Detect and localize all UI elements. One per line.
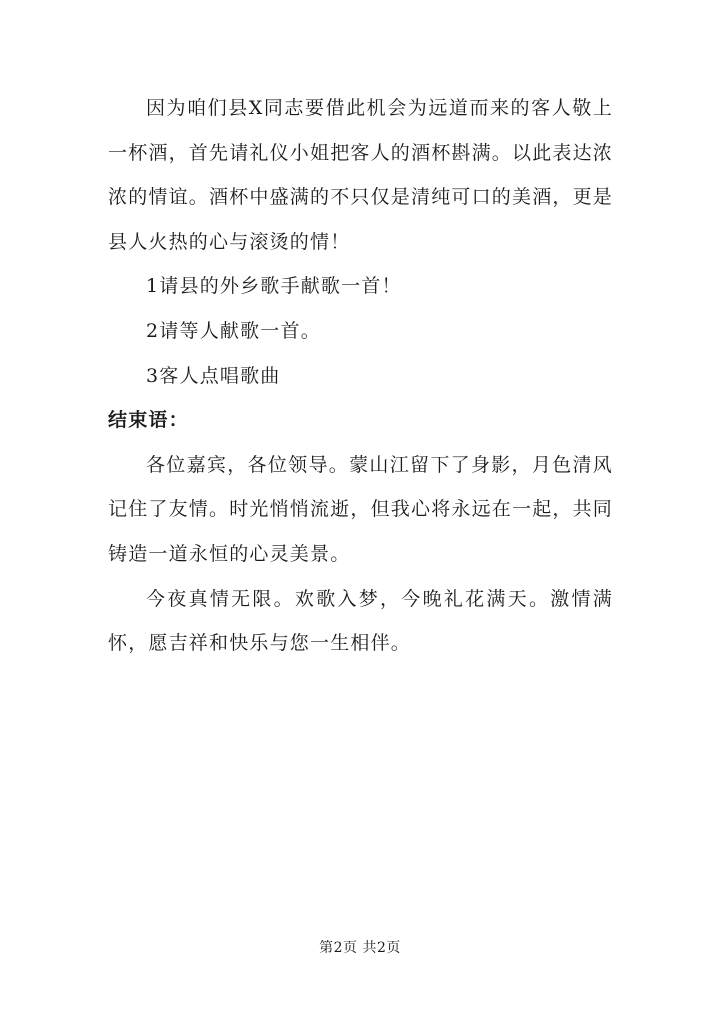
page-number-footer: 第2页 共2页: [319, 940, 401, 956]
program-item-2: 2请等人献歌一首。: [146, 319, 321, 342]
program-item-3: 3客人点唱歌曲: [146, 364, 281, 387]
closing-paragraph-2: 今夜真情无限。欢歌入梦，今晚礼花满天。激情满怀，愿吉祥和快乐与您一生相伴。: [108, 587, 613, 655]
closing-heading: 结束语：: [108, 409, 189, 432]
program-item-1: 1请县的外乡歌手献歌一首！: [146, 275, 402, 298]
paragraph-toast-intro: 因为咱们县X同志要借此机会为远道而来的客人敬上一杯酒，首先请礼仪小姐把客人的酒杯斟满。以此表达浓浓的情谊。酒杯中盛满的不只仅是清纯可口的美酒，更是县人火热的心与滚烫的情！: [108, 97, 614, 253]
closing-paragraph-1: 各位嘉宾，各位领导。蒙山江留下了身影，月色清风记住了友情。时光悄悄流逝，但我心将永远在一起，共同铸造一道永恒的心灵美景。: [108, 453, 614, 565]
document-body: [108, 86, 613, 666]
